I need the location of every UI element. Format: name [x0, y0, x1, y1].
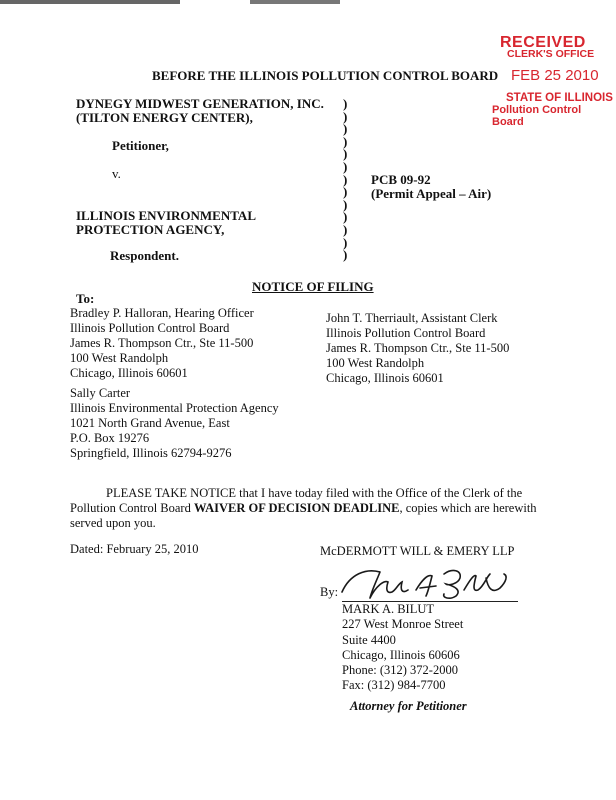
- scan-edge: [0, 0, 616, 4]
- fax-line: Fax: (312) 984-7700: [342, 678, 446, 693]
- recipient-carter: [70, 386, 279, 461]
- caption-brackets: [343, 98, 347, 262]
- address-line: Chicago, Illinois 60601: [326, 371, 444, 385]
- paren: ): [343, 133, 348, 149]
- paren: ): [343, 247, 348, 263]
- stamp-board: Pollution Control Board: [492, 104, 582, 128]
- address-line: Chicago, Illinois 60601: [70, 366, 188, 380]
- address-line: Illinois Pollution Control Board: [70, 321, 230, 335]
- recipient-therriault: [326, 311, 509, 386]
- respondent-name: ILLINOIS ENVIRONMENTAL: [76, 208, 256, 223]
- paren: ): [343, 209, 348, 225]
- paren: ): [343, 146, 348, 162]
- versus: v.: [112, 166, 121, 181]
- dated-line: Dated: February 25, 2010: [70, 542, 199, 556]
- stamp-date: FEB 25 2010: [511, 67, 599, 84]
- stamp-office: CLERK'S OFFICE: [507, 48, 595, 60]
- paren: ): [343, 234, 348, 250]
- recipient-halloran: [70, 306, 254, 381]
- case-type: (Permit Appeal – Air): [371, 186, 492, 201]
- document-title: WAIVER OF DECISION DEADLINE: [193, 501, 400, 515]
- paren: ): [343, 221, 348, 237]
- body-text: Pollution Control Board: [70, 501, 194, 515]
- body-line: served upon you.: [70, 516, 156, 530]
- stamp-state: STATE OF ILLINOIS: [506, 92, 613, 104]
- address-line: P.O. Box 19276: [70, 431, 150, 445]
- case-number: PCB 09-92: [371, 172, 431, 187]
- address-line: 1021 North Grand Avenue, East: [70, 416, 230, 430]
- address-line: 100 West Randolph: [326, 356, 425, 370]
- address-line: Sally Carter: [70, 386, 131, 400]
- paren: ): [343, 158, 348, 174]
- by-label: By:: [320, 585, 339, 599]
- paren: ): [343, 196, 348, 212]
- signer-block: [342, 602, 463, 694]
- respondent-name-2: PROTECTION AGENCY,: [76, 222, 225, 237]
- body-line: PLEASE TAKE NOTICE that I have today filed with the Office of the Clerk of the: [106, 486, 523, 500]
- firm-name: McDERMOTT WILL & EMERY LLP: [320, 544, 515, 558]
- paren: ): [343, 171, 348, 187]
- signer-name: MARK A. BILUT: [342, 602, 435, 616]
- address-line: James R. Thompson Ctr., Ste 11-500: [70, 336, 254, 350]
- body-line: [70, 501, 550, 516]
- address-line: Illinois Environmental Protection Agency: [70, 401, 279, 415]
- body-text: , copies which are herewith: [399, 501, 537, 515]
- address-line: Bradley P. Halloran, Hearing Officer: [70, 306, 254, 320]
- to-label: To:: [76, 291, 95, 306]
- petitioner-name-2: (TILTON ENERGY CENTER),: [76, 110, 253, 125]
- address-line: Illinois Pollution Control Board: [326, 326, 486, 340]
- address-line: 100 West Randolph: [70, 351, 169, 365]
- petitioner-name: DYNEGY MIDWEST GENERATION, INC.: [76, 96, 324, 111]
- address-line: James R. Thompson Ctr., Ste 11-500: [326, 341, 510, 355]
- address-line: Suite 4400: [342, 632, 396, 647]
- address-line: Chicago, Illinois 60606: [342, 647, 460, 662]
- paren: ): [343, 96, 348, 111]
- address-line: John T. Therriault, Assistant Clerk: [326, 311, 498, 325]
- phone-line: Phone: (312) 372-2000: [342, 663, 458, 678]
- address-line: 227 West Monroe Street: [342, 617, 464, 632]
- paren: ): [343, 121, 348, 137]
- paren: ): [343, 184, 348, 200]
- attorney-for: Attorney for Petitioner: [350, 699, 467, 713]
- address-line: Springfield, Illinois 62794-9276: [70, 446, 232, 460]
- notice-title: NOTICE OF FILING: [252, 279, 374, 294]
- page-title: BEFORE THE ILLINOIS POLLUTION CONTROL BOARD: [152, 68, 499, 83]
- notice-body: [70, 486, 550, 531]
- stamp-received: RECEIVED: [500, 34, 586, 51]
- respondent-role: Respondent.: [110, 248, 179, 263]
- paren: ): [343, 108, 348, 124]
- handwritten-signature: [336, 560, 526, 606]
- petitioner-role: Petitioner,: [112, 138, 169, 153]
